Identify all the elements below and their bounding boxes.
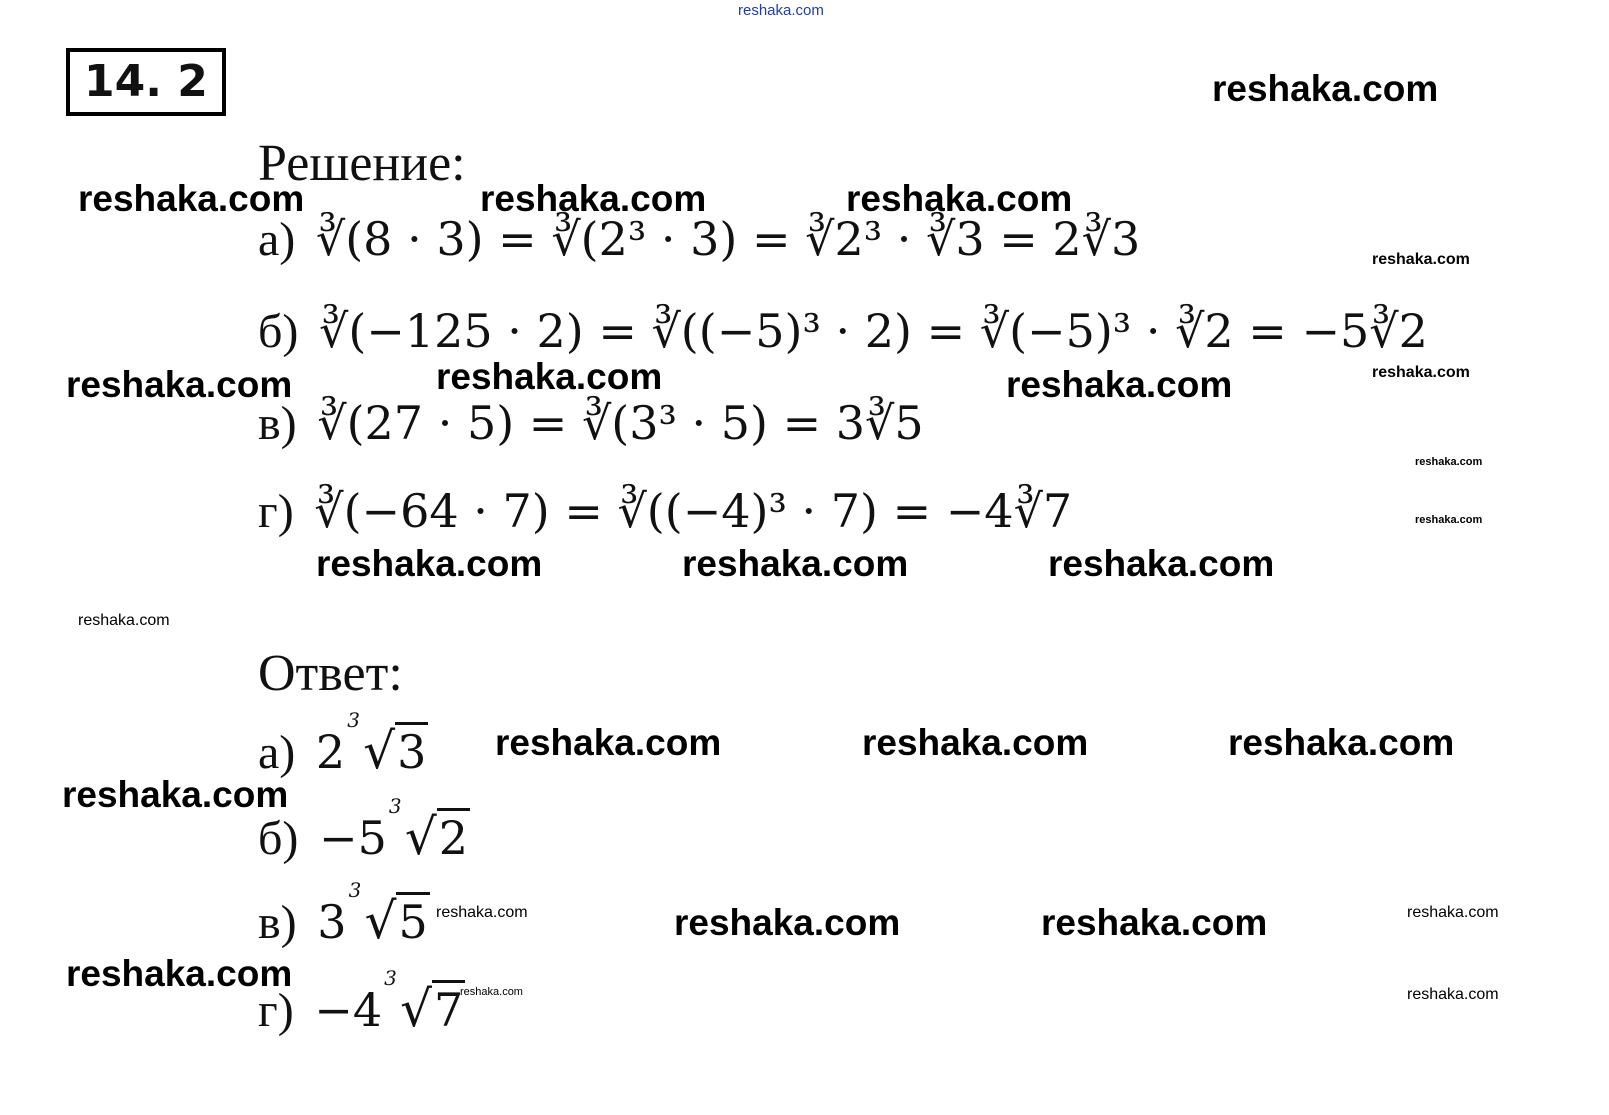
watermark: reshaka.com (316, 543, 543, 584)
answer-radicand: 3 (395, 722, 428, 779)
cube-root: 3 √5 (348, 878, 428, 950)
solution-expression: ∛(8 · 3) = ∛(2³ · 3) = ∛2³ · ∛3 = 2∛3 (315, 212, 1141, 266)
answer-label: в) (258, 896, 297, 949)
cube-root: 3 √7 (384, 966, 464, 1038)
root-index: 3 (347, 708, 360, 732)
solution-expression: ∛(27 · 5) = ∛(3³ · 5) = 3∛5 (317, 396, 924, 450)
watermark: reshaka.com (1407, 904, 1499, 921)
answer-heading: Ответ: (258, 645, 403, 702)
solution-label: г) (258, 485, 294, 538)
answer-line-a (258, 708, 428, 780)
watermark: reshaka.com (682, 543, 909, 584)
watermark: reshaka.com (1372, 251, 1470, 268)
answer-radicand: 2 (437, 808, 470, 865)
watermark: reshaka.com (62, 774, 289, 815)
solution-expression: ∛(−125 · 2) = ∛((−5)³ · 2) = ∛(−5)³ · ∛2 = −5∛2 (319, 304, 1428, 358)
watermark: reshaka.com (66, 364, 293, 405)
watermark: reshaka.com (436, 904, 528, 921)
solution-label: в) (258, 397, 297, 450)
watermark: reshaka.com (1415, 456, 1483, 468)
answer-label: б) (258, 812, 299, 865)
watermark: reshaka.com (1041, 902, 1268, 943)
solution-line-d (258, 484, 1072, 539)
answer-line-b (258, 794, 470, 866)
answer-radicand: 5 (396, 892, 429, 949)
root-index: 3 (348, 878, 362, 902)
watermark: reshaka.com (1006, 364, 1233, 405)
watermark: reshaka.com (1372, 364, 1470, 381)
watermark: reshaka.com (1212, 68, 1439, 109)
answer-coefficient: −4 (314, 983, 383, 1037)
solution-line-c (258, 396, 924, 451)
cube-root: 3 √3 (347, 708, 427, 780)
watermark: reshaka.com (495, 722, 722, 763)
watermark: reshaka.com (480, 178, 707, 219)
watermark: reshaka.com (1407, 986, 1499, 1003)
cube-root: 3 √2 (388, 794, 468, 866)
watermark: reshaka.com (78, 178, 305, 219)
answer-coefficient: 3 (317, 895, 347, 949)
answer-line-c (258, 878, 430, 950)
watermark: reshaka.com (1048, 543, 1275, 584)
answer-radicand: 7 (432, 980, 465, 1037)
watermark: reshaka.com (1415, 514, 1483, 526)
site-header-link[interactable]: reshaka.com (738, 2, 824, 19)
answer-label: а) (258, 726, 296, 779)
root-index: 3 (384, 966, 397, 990)
answer-coefficient: 2 (315, 725, 346, 779)
solution-label: б) (258, 305, 299, 358)
watermark: reshaka.com (674, 902, 901, 943)
solution-line-b (258, 304, 1428, 359)
answer-coefficient: −5 (319, 811, 387, 865)
answer-label: г) (258, 984, 294, 1037)
problem-number: 14. 2 (66, 48, 226, 116)
solution-line-a (258, 212, 1140, 267)
watermark: reshaka.com (78, 612, 170, 629)
watermark: reshaka.com (66, 953, 293, 994)
solution-expression: ∛(−64 · 7) = ∛((−4)³ · 7) = −4∛7 (314, 484, 1073, 538)
watermark: reshaka.com (862, 722, 1089, 763)
watermark: reshaka.com (460, 986, 523, 998)
watermark: reshaka.com (846, 178, 1073, 219)
solution-label: а) (258, 213, 296, 266)
root-index: 3 (388, 794, 402, 818)
watermark: reshaka.com (436, 356, 663, 397)
solution-heading: Решение: (258, 135, 466, 192)
watermark: reshaka.com (1228, 722, 1455, 763)
